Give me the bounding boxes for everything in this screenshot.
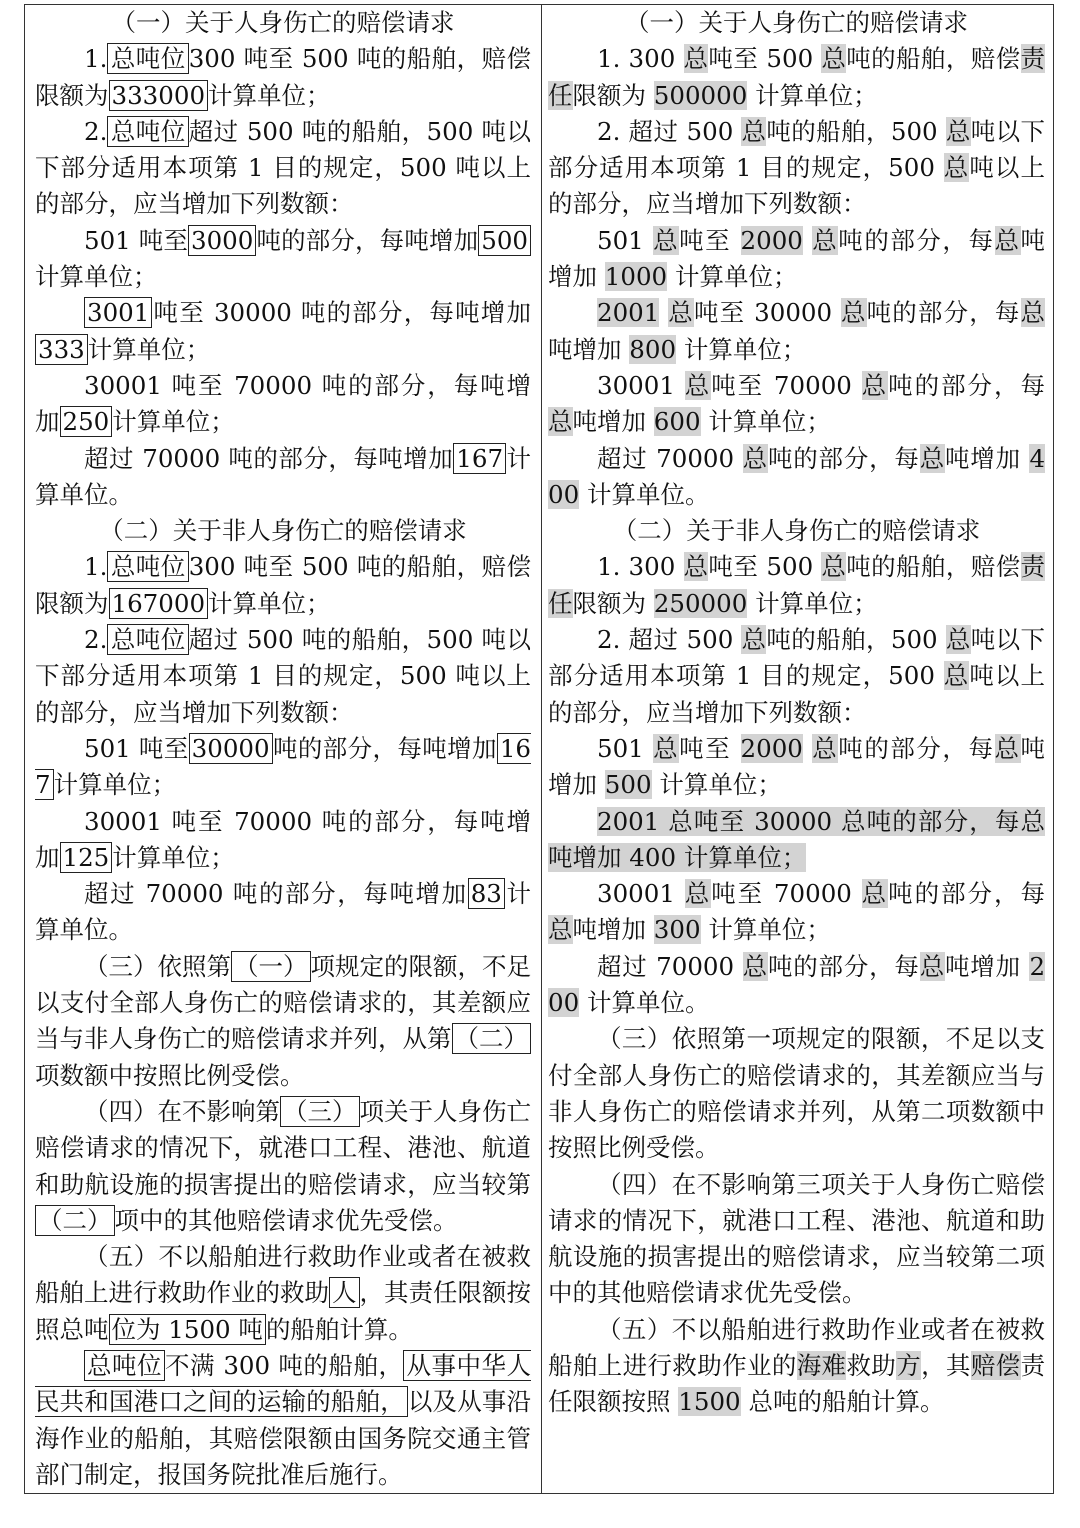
text-run: 计算单位；	[700, 407, 831, 437]
highlighted-text: 400	[548, 443, 1046, 509]
boxed-text: （二）	[35, 1205, 115, 1236]
boxed-text: 83	[468, 878, 505, 909]
text-run: 吨增加	[548, 733, 1046, 800]
highlighted-text: 800	[629, 334, 677, 364]
text-run: 吨的船舶，500	[766, 625, 946, 655]
highlighted-text: 2000	[740, 225, 803, 255]
highlighted-text: 2001	[597, 298, 660, 328]
clause-paragraph	[35, 114, 531, 223]
clause-paragraph	[35, 622, 531, 731]
highlighted-text: 300	[653, 915, 701, 945]
text-run: 501 吨至	[84, 733, 189, 763]
boxed-text: 167	[35, 733, 532, 800]
text-run: 计算单位；	[208, 588, 331, 618]
text-run: 项关于人身伤亡赔偿请求的情况下，就港口工程、港池、航道和助航设施的损害提出的赔偿请求，应当较第	[35, 1096, 531, 1199]
highlighted-text: 总	[653, 225, 680, 255]
text-run: （四）在不影响第	[84, 1096, 280, 1126]
text-run: 吨以下部分适用本项第 1 目的规定，500	[548, 116, 1046, 183]
text-run: 限额为	[572, 80, 654, 110]
boxed-text: 总吨位	[107, 551, 188, 582]
text-run: 吨至 70000	[711, 879, 862, 909]
highlighted-text: 总	[683, 44, 709, 74]
highlighted-text: 责任	[548, 552, 1046, 618]
section-heading	[548, 5, 1045, 41]
clause-paragraph	[35, 1094, 531, 1239]
highlighted-text: 海难	[796, 1350, 847, 1380]
text-run: 责任限额按照	[548, 1350, 1046, 1417]
clause-paragraph	[548, 622, 1045, 731]
boxed-text: 500	[478, 225, 531, 256]
highlighted-text: 总	[684, 879, 712, 909]
clause-paragraph	[35, 804, 531, 877]
highlighted-text: 总	[994, 225, 1021, 255]
text-run: 吨的部分，每	[838, 733, 995, 763]
text-run: 吨以上的部分，应当增加下列数额：	[548, 661, 1046, 727]
text-run: 吨增加	[548, 334, 630, 364]
boxed-text: 总吨位	[107, 624, 188, 655]
text-run: 计算单位；	[747, 588, 878, 618]
text-run: 1.	[84, 552, 108, 582]
highlighted-text: 总	[861, 879, 889, 909]
clause-paragraph	[35, 441, 531, 514]
highlighted-text: 总	[812, 733, 839, 763]
text-run: 吨至 30000 吨的部分，每吨增加	[152, 298, 531, 328]
text-run: 30001	[597, 879, 685, 909]
clause-paragraph	[548, 804, 1045, 877]
text-run: 吨的部分，每吨增加	[272, 733, 497, 763]
highlighted-text: 总	[812, 225, 839, 255]
revised-text-column	[542, 5, 1053, 1493]
highlighted-text: 总	[945, 625, 971, 655]
boxed-text: 167	[453, 443, 506, 474]
text-run: 计算单位；	[676, 334, 807, 364]
text-run: 2.	[84, 625, 108, 655]
highlighted-text: 总	[1020, 298, 1045, 328]
text-run: 1. 300	[597, 552, 684, 582]
text-run: 吨增加	[945, 951, 1030, 981]
text-run: 吨至 30000	[693, 298, 842, 328]
clause-paragraph	[548, 295, 1045, 368]
text-run: 超过 70000	[597, 443, 743, 473]
boxed-text: （一）	[231, 951, 311, 982]
text-run: 吨增加	[945, 443, 1030, 473]
clause-paragraph	[548, 1312, 1045, 1421]
section-heading	[548, 513, 1045, 549]
text-run: 吨至 500	[708, 552, 822, 582]
text-run: 吨的船舶，赔偿	[846, 44, 1021, 74]
clause-paragraph	[35, 223, 531, 296]
text-run: 501 吨至	[84, 225, 188, 255]
boxed-text: 3000	[188, 225, 256, 256]
text-run: 300 吨至 500 吨的船舶，赔偿限额为	[35, 552, 532, 618]
clause-paragraph	[548, 114, 1045, 223]
highlighted-text: 1000	[604, 262, 668, 292]
highlighted-text: 250000	[653, 588, 748, 618]
clause-paragraph	[35, 1348, 531, 1493]
highlighted-text: 总	[994, 733, 1021, 763]
highlighted-text: 总	[943, 661, 970, 691]
clause-paragraph	[35, 876, 531, 949]
clause-paragraph	[548, 1021, 1045, 1166]
text-run: ，其责任限额按照总吨	[35, 1278, 531, 1344]
text-run: 以及从事沿海作业的船舶，其赔偿限额由国务院交通主管部门制定，报国务院批准后施行。	[35, 1387, 532, 1489]
boxed-text: 125	[60, 842, 113, 873]
highlighted-text: 总	[683, 552, 709, 582]
text-run: 计算单位。	[35, 443, 532, 509]
highlighted-text: 500	[604, 770, 652, 800]
clause-paragraph	[35, 295, 531, 368]
text-run: 项中的其他赔偿请求优先受偿。	[114, 1205, 458, 1235]
highlighted-text: 总	[548, 407, 573, 437]
highlighted-text: 1500	[678, 1387, 741, 1417]
text-run: 救助	[846, 1350, 897, 1380]
highlighted-text: 总	[653, 733, 680, 763]
text-run: （五）不以船舶进行救助作业或者在被救船舶上进行救助作业的	[548, 1314, 1045, 1380]
highlighted-text: 责任	[548, 44, 1046, 110]
text-run: 吨的部分，每	[888, 879, 1046, 909]
text-run: 吨以上的部分，应当增加下列数额：	[548, 153, 1046, 219]
text-run	[803, 226, 812, 255]
text-run: 总吨的船舶计算。	[740, 1387, 945, 1417]
text-run: （一）关于人身伤亡的赔偿请求	[111, 8, 455, 37]
clause-paragraph	[548, 368, 1045, 441]
text-run: 项规定的限额，不足以支付全部人身伤亡的赔偿请求的，其差额应当与非人身伤亡的赔偿请求并列，从第	[35, 951, 531, 1054]
highlighted-text: 600	[653, 407, 701, 437]
boxed-text: 人	[329, 1277, 360, 1308]
highlighted-text: 总	[919, 951, 945, 981]
highlighted-text: 总	[742, 443, 768, 473]
clause-paragraph	[548, 876, 1045, 949]
boxed-text: 总吨位	[107, 116, 188, 147]
text-run: 300 吨至 500 吨的船舶，赔偿限额为	[35, 44, 532, 110]
text-run: 吨增加	[548, 225, 1046, 292]
highlighted-text: 总	[821, 552, 847, 582]
highlighted-text: 总	[741, 625, 767, 655]
highlighted-text: 总	[668, 298, 694, 328]
text-run: 2. 超过 500	[597, 625, 742, 655]
text-run: 2. 超过 500	[597, 116, 742, 146]
text-run: （四）在不影响第三项关于人身伤亡赔偿请求的情况下，就港口工程、港池、航道和助航设施的损害提出的赔偿请求，应当较第二项中的其他赔偿请求优先受偿。	[548, 1169, 1045, 1308]
section-heading	[35, 513, 531, 549]
boxed-text: 总吨位	[107, 43, 188, 74]
text-run: 计算单位；	[87, 334, 211, 364]
text-run: 吨的部分，每	[767, 951, 920, 981]
text-run	[803, 734, 812, 763]
boxed-text: 位为 1500 吨	[109, 1314, 266, 1345]
boxed-text: （二）	[452, 1023, 532, 1054]
text-run: 501	[597, 733, 654, 763]
highlighted-text: 总	[821, 44, 847, 74]
clause-paragraph	[548, 949, 1045, 1022]
boxed-text: 30000	[189, 733, 273, 764]
text-run: 超过 500 吨的船舶，500 吨以下部分适用本项第 1 目的规定，500 吨以上的部分，应当增加下列数额：	[35, 116, 532, 219]
text-run: 计算单位。	[579, 988, 710, 1018]
text-run: （五）不以船舶进行救助作业或者在被救船舶上进行救助作业的救助	[35, 1242, 531, 1308]
text-run: 计算单位；	[112, 842, 235, 872]
boxed-text: 333000	[109, 80, 209, 111]
text-run: 30001	[597, 370, 685, 400]
text-run: 吨的部分，每	[767, 443, 920, 473]
text-run: 计算单位。	[579, 479, 710, 509]
text-run: 吨的部分，每	[866, 298, 1021, 328]
boxed-text: 总吨位	[84, 1350, 165, 1381]
text-run: 计算单位；	[112, 407, 235, 437]
text-run: 501	[597, 225, 654, 255]
boxed-text: （三）	[280, 1096, 360, 1127]
text-run: 计算单位；	[35, 262, 158, 292]
text-run: 吨至	[679, 225, 741, 255]
text-run: （二）关于非人身伤亡的赔偿请求	[99, 516, 467, 546]
clause-paragraph	[548, 441, 1045, 514]
text-run: （三）依照第	[84, 951, 231, 981]
text-run: 计算单位；	[700, 915, 831, 945]
text-run: 项数额中按照比例受偿。	[35, 1060, 305, 1090]
clause-paragraph	[548, 41, 1045, 114]
highlighted-text: 总	[684, 370, 712, 400]
text-run: 不满 300 吨的船舶，	[165, 1350, 404, 1380]
text-run: 吨至	[679, 733, 741, 763]
text-run: 吨的船舶，赔偿	[846, 552, 1021, 582]
text-run: 2.	[84, 116, 108, 146]
clause-paragraph	[548, 549, 1045, 622]
highlighted-text: 总	[548, 915, 573, 945]
highlighted-text: 总	[742, 951, 768, 981]
text-run: 限额为	[572, 588, 654, 618]
text-run: 30001 吨至 70000 吨的部分，每吨增加	[35, 370, 531, 437]
clause-paragraph	[35, 549, 531, 622]
text-run: 吨增加	[572, 915, 654, 945]
highlighted-text: 2001 总吨至 30000 总吨的部分，每总吨增加 400 计算单位；	[548, 806, 1045, 872]
text-run: 计算单位；	[208, 80, 331, 110]
text-run: 吨增加	[572, 407, 654, 437]
clause-paragraph	[35, 731, 531, 804]
text-run: 吨以下部分适用本项第 1 目的规定，500	[548, 625, 1046, 691]
highlighted-text: 500000	[653, 80, 748, 110]
comparison-table	[24, 4, 1054, 1494]
boxed-text: 3001	[84, 297, 152, 328]
text-run: 超过 70000	[597, 951, 743, 981]
text-run: 计算单位；	[747, 80, 878, 110]
boxed-text: 250	[60, 406, 113, 437]
text-run: 30001 吨至 70000 吨的部分，每吨增加	[35, 806, 531, 872]
text-run	[659, 298, 668, 327]
original-text-column	[25, 5, 542, 1493]
clause-paragraph	[548, 731, 1045, 804]
text-run: 1.	[84, 44, 108, 74]
text-run: 吨至 70000	[711, 370, 862, 400]
text-run: 吨的部分，每	[888, 370, 1046, 400]
boxed-text: 333	[35, 334, 88, 365]
highlighted-text: 方	[896, 1350, 922, 1380]
highlighted-text: 总	[919, 443, 945, 473]
text-run: 吨的部分，每吨增加	[256, 225, 479, 255]
boxed-text: 167000	[109, 588, 209, 619]
text-run: 超过 500 吨的船舶，500 吨以下部分适用本项第 1 目的规定，500 吨以上的部分，应当增加下列数额：	[35, 625, 532, 727]
highlighted-text: 2000	[740, 733, 803, 763]
text-run: 1. 300	[597, 44, 684, 74]
section-heading	[35, 5, 531, 41]
text-run: 计算单位。	[35, 879, 531, 945]
clause-paragraph	[35, 949, 531, 1094]
text-run: 计算单位；	[651, 770, 782, 800]
clause-paragraph	[548, 1167, 1045, 1312]
boxed-text: 从事中华人民共和国港口之间的运输的船舶，	[35, 1350, 532, 1417]
highlighted-text: 总	[943, 153, 970, 183]
text-run: 吨的部分，每	[838, 225, 995, 255]
text-run: 计算单位；	[53, 770, 177, 800]
highlighted-text: 总	[841, 298, 867, 328]
highlighted-text: 总	[741, 116, 767, 146]
clause-paragraph	[548, 223, 1045, 296]
highlighted-text: 总	[861, 370, 889, 400]
clause-paragraph	[35, 368, 531, 441]
highlighted-text: 总	[945, 116, 971, 146]
highlighted-text: 200	[548, 951, 1046, 1018]
text-run: （二）关于非人身伤亡的赔偿请求	[612, 516, 981, 546]
text-run: 超过 70000 吨的部分，每吨增加	[84, 879, 468, 909]
text-run: 超过 70000 吨的部分，每吨增加	[84, 443, 454, 473]
text-run: 吨的船舶，500	[766, 116, 946, 146]
text-run: （一）关于人身伤亡的赔偿请求	[625, 8, 968, 37]
clause-paragraph	[35, 1239, 531, 1348]
text-run: ，其	[921, 1350, 971, 1380]
text-run: 吨至 500	[708, 44, 822, 74]
text-run: 计算单位；	[667, 262, 798, 292]
text-run: 的船舶计算。	[265, 1314, 413, 1344]
highlighted-text: 赔偿	[970, 1350, 1021, 1380]
text-run: （三）依照第一项规定的限额，不足以支付全部人身伤亡的赔偿请求的，其差额应当与非人身伤亡的赔偿请求并列，从第二项数额中按照比例受偿。	[548, 1024, 1045, 1163]
clause-paragraph	[35, 41, 531, 114]
